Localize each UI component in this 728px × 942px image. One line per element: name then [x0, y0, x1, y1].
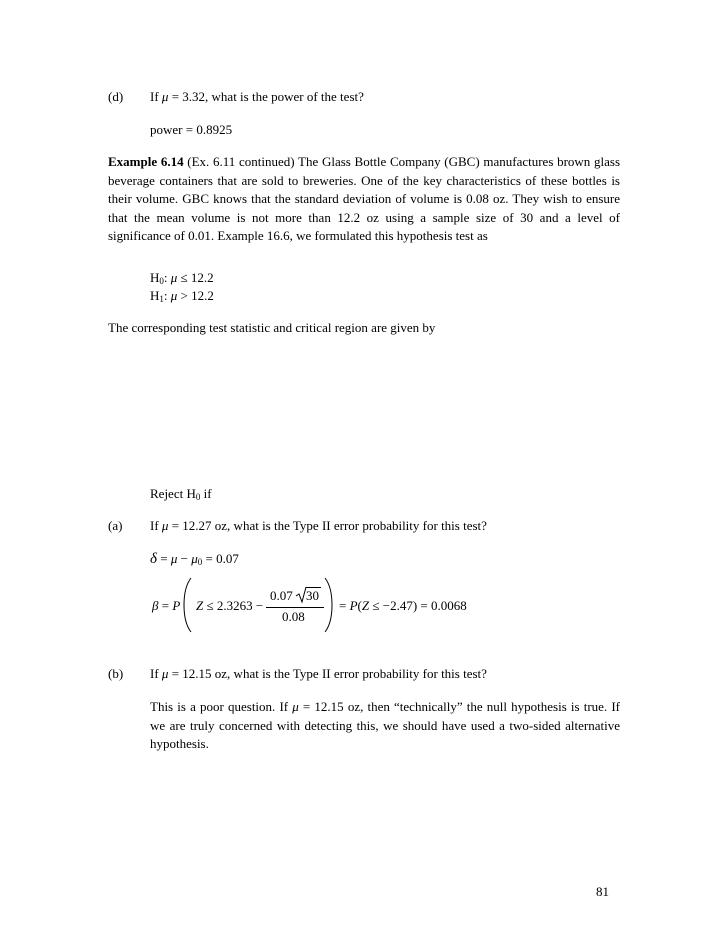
part-b-q-pre: If: [150, 666, 162, 681]
part-b-ans-post: = 12.15 oz, then “technically” the null hypothesis is true. If we are truly concerned with detecting this, we should have used a two-sided alternative hypothesis.: [150, 699, 620, 751]
h0-relation: ≤ 12.2: [177, 270, 214, 285]
h0-subscript: 0: [159, 276, 164, 286]
part-a-question: [150, 518, 487, 534]
h1-subscript: 1: [159, 294, 164, 304]
mu-subscript: 0: [197, 557, 203, 567]
equals-sign: =: [339, 598, 350, 613]
reject-subscript: 0: [195, 492, 201, 502]
part-b-question: [150, 666, 487, 682]
beta-lhs: [152, 598, 180, 614]
mu-symbol: μ: [191, 551, 198, 566]
z-symbol: Z: [361, 598, 370, 613]
delta-equation: [150, 551, 239, 570]
h0-colon: :: [163, 270, 171, 285]
hypothesis-h0: [150, 270, 214, 289]
prob-P: P: [172, 598, 181, 613]
mu-symbol: μ: [170, 270, 178, 285]
mu-symbol: μ: [170, 551, 178, 566]
example-text: (Ex. 6.11 continued) The Glass Bottle Company (GBC) manufactures brown glass beverage containers that are sold to breweries. One of the key characteristics of these bottles is their volume. GBC knows that the standard deviation of volume is 0.08 oz. They wish to ensure that the mean volume is not more than 12.2 oz using a sample size of 30 and a level of significance of 0.01. Example 16.6, we formulated this hypothesis test as: [108, 154, 620, 243]
delta-symbol: δ: [150, 551, 157, 567]
part-b-q-post: = 12.15 oz, what is the Type II error probability for this test?: [168, 666, 487, 681]
reject-line: [150, 486, 212, 505]
part-a-q-post: = 12.27 oz, what is the Type II error probability for this test?: [168, 518, 487, 533]
equals-sign: =: [158, 598, 173, 613]
part-b-ans-pre: This is a poor question. If: [150, 699, 293, 714]
critical-value: ≤ 2.3263 −: [203, 598, 264, 613]
part-d-q-pre: If: [150, 89, 162, 104]
part-d-q-post: = 3.32, what is the power of the test?: [168, 89, 364, 104]
mu-symbol: μ: [161, 89, 169, 104]
part-d-question: [150, 89, 364, 105]
beta-result: ≤ −2.47) = 0.0068: [369, 598, 467, 613]
example-title: Example 6.14: [108, 154, 184, 169]
part-d-answer: power = 0.8925: [150, 122, 233, 137]
h1-relation: > 12.2: [177, 288, 214, 303]
z-symbol: Z: [196, 598, 204, 613]
sqrt-radicand: 30: [306, 588, 319, 603]
beta-rhs: = P(Z ≤ −2.47) = 0.0068: [339, 598, 467, 613]
part-b-answer: [150, 698, 620, 754]
statistic-text: The corresponding test statistic and critical region are given by: [108, 320, 436, 335]
example-paragraph: [108, 153, 620, 246]
numerator-delta: 0.07: [270, 588, 293, 603]
beta-symbol: β: [152, 598, 159, 613]
page-number: 81: [596, 884, 609, 899]
reject-pre: Reject H: [150, 486, 196, 501]
part-a-q-pre: If: [150, 518, 162, 533]
minus-sign: −: [177, 551, 192, 566]
mu-symbol: μ: [170, 288, 178, 303]
h0-H: H: [150, 270, 160, 285]
delta-value: = 0.07: [202, 551, 239, 566]
fraction-numerator: [270, 588, 293, 604]
fraction-denominator: 0.08: [282, 609, 305, 624]
delta-eq: =: [156, 551, 171, 566]
fraction-bar: [266, 607, 324, 608]
mu-symbol: μ: [161, 518, 169, 533]
part-d-label: (d): [108, 89, 124, 104]
part-a-label: (a): [108, 518, 123, 533]
h1-H: H: [150, 288, 160, 303]
reject-post: if: [200, 486, 212, 501]
right-paren-large: [323, 577, 335, 633]
mu-symbol: μ: [161, 666, 169, 681]
part-b-label: (b): [108, 666, 124, 681]
prob-P: P: [349, 598, 358, 613]
left-paren-large: [181, 577, 193, 633]
hypothesis-h1: [150, 288, 214, 307]
mu-symbol: μ: [292, 699, 299, 714]
z-inequality: [196, 598, 263, 614]
h1-colon: :: [163, 288, 171, 303]
